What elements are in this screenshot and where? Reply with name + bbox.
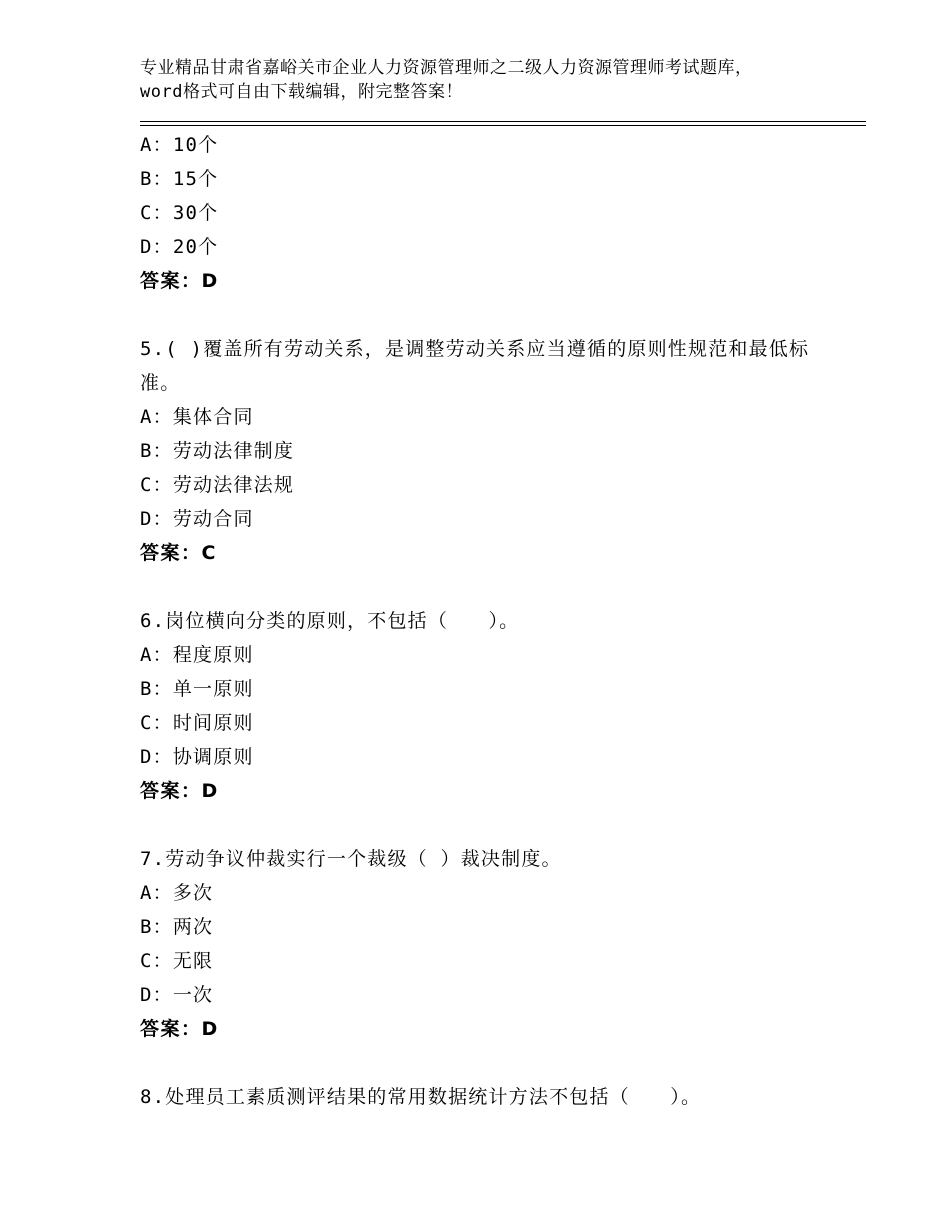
option-d: D：协调原则 <box>140 746 254 768</box>
option-d: D：20个 <box>140 236 219 258</box>
answer-label: 答案：C <box>140 542 217 564</box>
option-b: B：劳动法律制度 <box>140 440 295 462</box>
question-5 <box>140 332 840 570</box>
question-7 <box>140 842 840 1046</box>
question-8 <box>140 1080 840 1114</box>
option-d: D：劳动合同 <box>140 508 254 530</box>
question-6 <box>140 604 840 808</box>
header-rule-bottom <box>140 125 866 126</box>
option-c: C：无限 <box>140 950 214 972</box>
answer-label: 答案：D <box>140 780 219 802</box>
question-stem: 6.岗位横向分类的原则，不包括（ ）。 <box>140 610 520 632</box>
option-b: B：单一原则 <box>140 678 254 700</box>
option-c: C：时间原则 <box>140 712 254 734</box>
option-a: A：多次 <box>140 882 214 904</box>
spacer <box>140 1046 840 1080</box>
option-a: A：集体合同 <box>140 406 254 428</box>
option-a: A：程度原则 <box>140 644 254 666</box>
spacer <box>140 808 840 842</box>
answer-label: 答案：D <box>140 270 219 292</box>
question-stem: 7.劳动争议仲裁实行一个裁级（ ）裁决制度。 <box>140 848 562 870</box>
spacer <box>140 570 840 604</box>
question-4 <box>140 128 840 298</box>
header-rule-top <box>140 121 866 122</box>
question-stem: 5.( )覆盖所有劳动关系，是调整劳动关系应当遵循的原则性规范和最低标准。 <box>140 338 810 394</box>
option-c: C：劳动法律法规 <box>140 474 295 496</box>
option-a: A：10个 <box>140 134 219 156</box>
question-list <box>140 128 840 1114</box>
document-header: 专业精品甘肃省嘉峪关市企业人力资源管理师之二级人力资源管理师考试题库，word格式可自由下载编辑，附完整答案！ <box>140 58 753 102</box>
option-c: C：30个 <box>140 202 219 224</box>
question-stem: 8.处理员工素质测评结果的常用数据统计方法不包括（ ）。 <box>140 1086 702 1108</box>
answer-label: 答案：D <box>140 1018 219 1040</box>
spacer <box>140 298 840 332</box>
option-b: B：两次 <box>140 916 214 938</box>
option-d: D：一次 <box>140 984 214 1006</box>
option-b: B：15个 <box>140 168 219 190</box>
